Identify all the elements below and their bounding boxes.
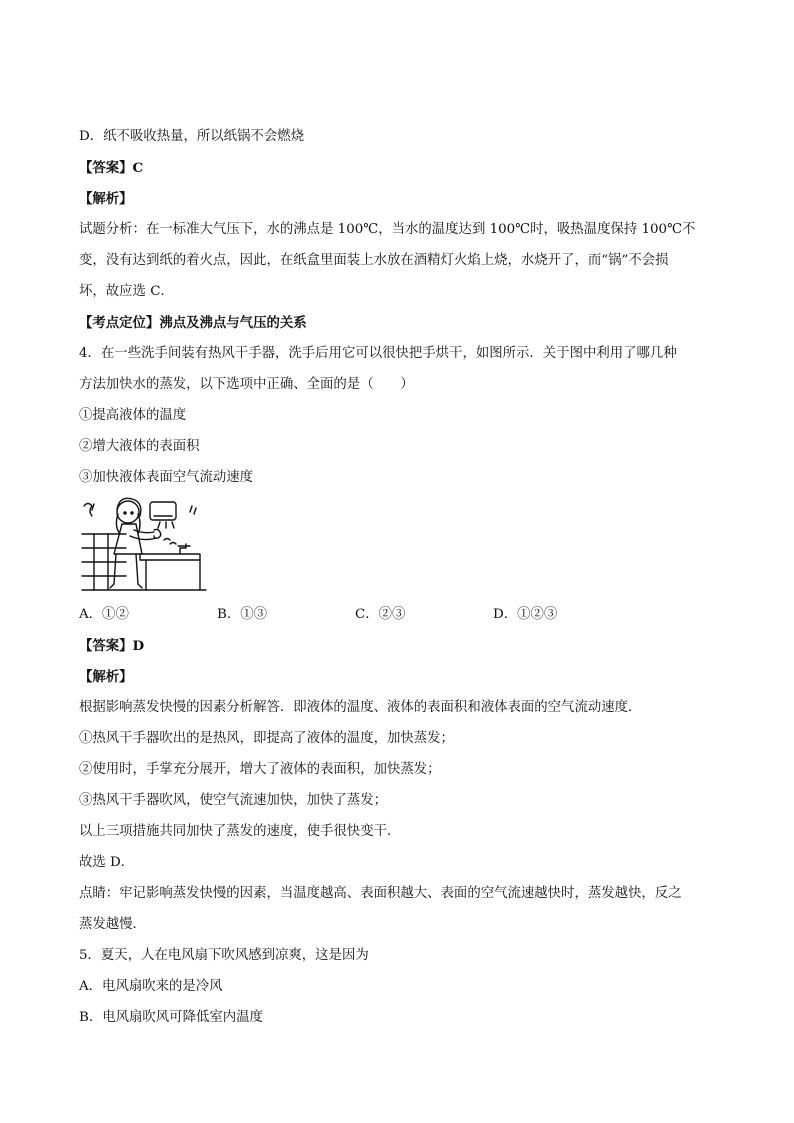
q5-option-a: A．电风扇吹来的是冷风 [79,979,223,994]
q4-analysis-heading: 【解析】 [79,669,133,685]
q4-option-a: A．①② [79,607,129,622]
q4-analysis-line: ③热风干手器吹风，使空气流速加快，加快了蒸发； [79,793,387,808]
q4-analysis-line: 蒸发越慢． [79,917,146,932]
hand-dryer-illustration [80,494,210,594]
q4-option-d: D．①②③ [493,607,558,622]
q4-analysis-line: 根据影响蒸发快慢的因素分析解答．即液体的温度、液体的表面积和液体表面的空气流动速度． [79,700,642,715]
q4-stem-line: 4．在一些洗手间装有热风干手器，洗手后用它可以很快把手烘干，如图所示．关于图中利用了哪几种 [79,346,677,361]
q4-analysis-line: ①热风干手器吹出的是热风，即提高了液体的温度，加快蒸发； [79,731,454,746]
q3-analysis-line: 变，没有达到纸的着火点，因此，在纸盒里面装上水放在酒精灯火焰上烧，水烧开了，而“锅”不会损 [79,253,669,268]
q4-option-b: B．①③ [217,607,268,622]
q4-answer: 【答案】D [79,638,145,654]
q4-option-c: C．②③ [355,607,406,622]
q4-item: ②增大液体的表面积 [79,439,200,454]
q4-analysis-line: 故选 D． [79,855,135,870]
q3-analysis-line: 试题分析：在一标准大气压下，水的沸点是 100℃，当水的温度达到 100℃时，吸热温度保持 100℃不 [79,222,696,237]
q3-option-d: D．纸不吸收热量，所以纸锅不会燃烧 [79,129,304,144]
q3-analysis-heading: 【解析】 [79,191,133,207]
q4-analysis-line: 点睛：牢记影响蒸发快慢的因素，当温度越高、表面积越大、表面的空气流速越快时，蒸发越快，反之 [79,886,682,901]
q3-analysis-line: 坏，故应选 C． [79,284,174,299]
q4-analysis-line: 以上三项措施共同加快了蒸发的速度，使手很快变干． [79,824,401,839]
q5-option-b: B．电风扇吹风可降低室内温度 [79,1010,263,1025]
q4-item: ①提高液体的温度 [79,408,187,423]
q3-answer: 【答案】C [79,160,144,176]
q3-knowledge-point: 【考点定位】沸点及沸点与气压的关系 [79,315,307,331]
q4-analysis-line: ②使用时，手掌充分展开，增大了液体的表面积，加快蒸发； [79,762,441,777]
q4-item: ③加快液体表面空气流动速度 [79,470,254,485]
q4-stem-line: 方法加快水的蒸发，以下选项中正确、全面的是（ ） [79,377,414,392]
q5-stem: 5．夏天，人在电风扇下吹风感到凉爽，这是因为 [79,948,369,963]
